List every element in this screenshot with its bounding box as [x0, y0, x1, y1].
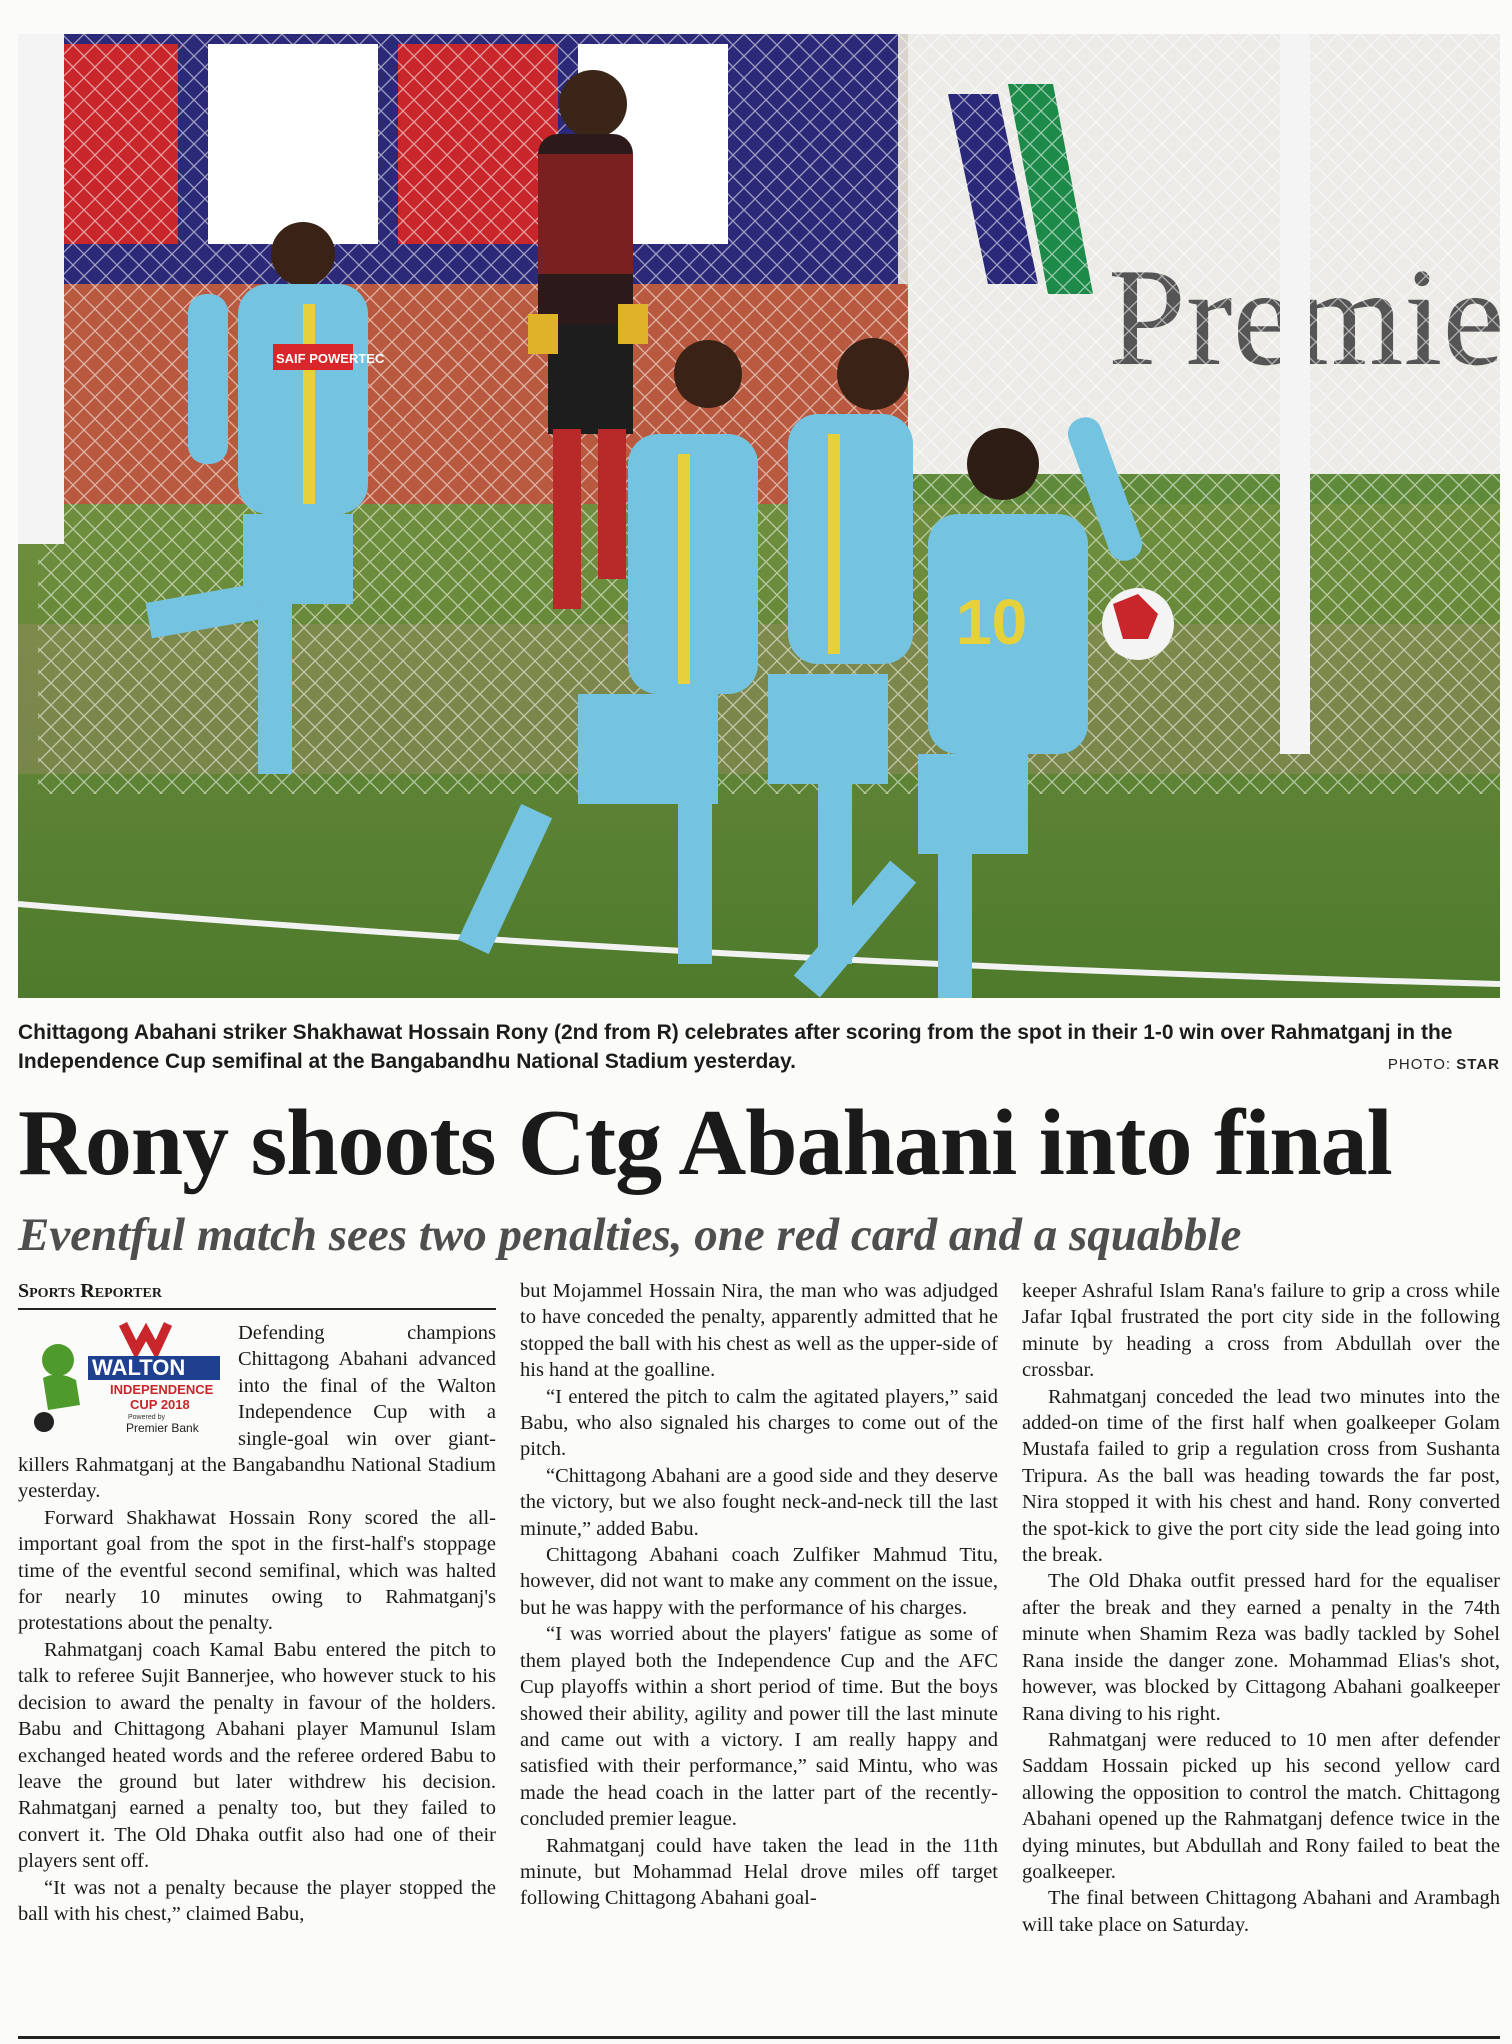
paragraph: Defending champions Chittagong Abahani advanced into the final of the Walton Independence Cup with a single-goal win over giant-killers Rahmatganj at the Bangabandhu National Stadium yesterday. — [18, 1322, 496, 1503]
svg-text:Powered by: Powered by — [128, 1414, 165, 1421]
jersey-number: 10 — [956, 586, 1028, 658]
bottom-rule — [18, 2036, 1500, 2039]
football — [1102, 588, 1174, 660]
article-column-1 — [18, 1278, 496, 1927]
paragraph: “I entered the pitch to calm the agitated players,” said Babu, who also signaled his charges to come out of the pitch. — [520, 1385, 998, 1461]
paragraph: “Chittagong Abahani are a good side and they deserve the victory, but we also fought neck-and-neck till the last minute,” added Babu. — [520, 1464, 998, 1540]
svg-text:INDEPENDENCE: INDEPENDENCE — [110, 1382, 214, 1397]
photo-credit: PHOTO: STAR — [1387, 1056, 1500, 1073]
headline: Rony shoots Ctg Abahani into final — [18, 1091, 1392, 1195]
paragraph: The final between Chittagong Abahani and Arambagh will take place on Saturday. — [1022, 1887, 1500, 1936]
paragraph: The Old Dhaka outfit pressed hard for the equaliser after the break and they earned a penalty in the 74th minute when Shamim Reza was badly tackled by Sohel Rana inside the danger zone. Mohammad Elias's shot, however, was blocked by Cittagong Abahani goalkeeper Rana diving to his right. — [1022, 1570, 1500, 1725]
svg-text:CUP 2018: CUP 2018 — [130, 1397, 190, 1412]
logo-graphic — [18, 1320, 226, 1440]
paragraph: “I was worried about the players' fatigue as some of them played both the Independence Cup and the AFC Cup playoffs within a short period of time. But the boys showed their ability, agility and power till the last minute and came out with a victory. I am really happy and satisfied with their performance,” said Mintu, who was made the head coach in the latter part of the recently-concluded premier league. — [520, 1623, 998, 1831]
match-photo — [18, 34, 1500, 998]
right-goalpost — [1280, 34, 1310, 754]
paragraph: Rahmatganj were reduced to 10 men after defender Saddam Hossain picked up his second yellow card allowing the opposition to control the match. Chittagong Abahani opened up the Rahmatganj defence twice in the dying minutes, but Abdullah and Rony failed to beat the goalkeeper. — [1022, 1728, 1500, 1883]
svg-text:SAIF POWERTEC: SAIF POWERTEC — [276, 351, 385, 366]
paragraph: but Mojammel Hossain Nira, the man who was adjudged to have conceded the penalty, apparently admitted that he stopped the ball with his chest as well as the upper-side of his hand at the goalline. — [520, 1280, 998, 1382]
left-goalpost — [18, 34, 64, 544]
article-column-2 — [520, 1278, 998, 1912]
paragraph: Forward Shakhawat Hossain Rony scored the all-important goal from the spot in the first-half's stoppage time of the eventful second semifinal, which was halted for nearly 10 minutes owing to Rahmatganj's protestations about the penalty. — [18, 1506, 496, 1635]
paragraph: Rahmatganj coach Kamal Babu entered the pitch to talk to referee Sujit Bannerjee, who however stuck to his decision to award the penalty in favour of the holders. Babu and Chittagong Abahani player Mamunul Islam exchanged heated words and the referee ordered Babu to leave the ground but later withdrew his decision. Rahmatganj earned a penalty too, but they failed to convert it. The Old Dhaka outfit also had one of their players sent off. — [18, 1638, 496, 1873]
article-column-3 — [1022, 1278, 1500, 1938]
subheadline: Eventful match sees two penalties, one red card and a squabble — [18, 1209, 1242, 1261]
paragraph: Rahmatganj could have taken the lead in the 11th minute, but Mohammad Helal drove miles off target following Chittagong Abahani goal- — [520, 1834, 998, 1910]
paragraph: Rahmatganj conceded the lead two minutes into the added-on time of the first half when goalkeeper Golam Mustafa failed to grip a regulation cross from Sushanta Tripura. As the ball was heading towards the far post, Nira stopped it with his chest and hand. Rony converted the spot-kick to give the port city side the lead going into the break. — [1022, 1385, 1500, 1567]
svg-text:Premier Bank: Premier Bank — [126, 1421, 199, 1435]
paragraph: “It was not a penalty because the player stopped the ball with his chest,” claimed Babu, — [18, 1876, 496, 1925]
svg-text:WALTON: WALTON — [92, 1355, 186, 1380]
paragraph: keeper Ashraful Islam Rana's failure to grip a cross while Jafar Iqbal frustrated the port city side in the following minute by heading a cross from Abdullah over the crossbar. — [1022, 1280, 1500, 1382]
byline: Sports Reporter — [18, 1278, 496, 1310]
paragraph: Chittagong Abahani coach Zulfiker Mahmud Titu, however, did not want to make any comment on the issue, but he was happy with the performance of his charges. — [520, 1544, 998, 1619]
photo-caption: Chittagong Abahani striker Shakhawat Hossain Rony (2nd from R) celebrates after scoring from the spot in their 1-0 win over Rahmatganj in the Independence Cup semifinal at the Bangabandhu National Stadium yesterday. — [18, 1021, 1453, 1073]
photo-illustration — [18, 34, 1500, 998]
walton-cup-logo — [18, 1320, 226, 1440]
